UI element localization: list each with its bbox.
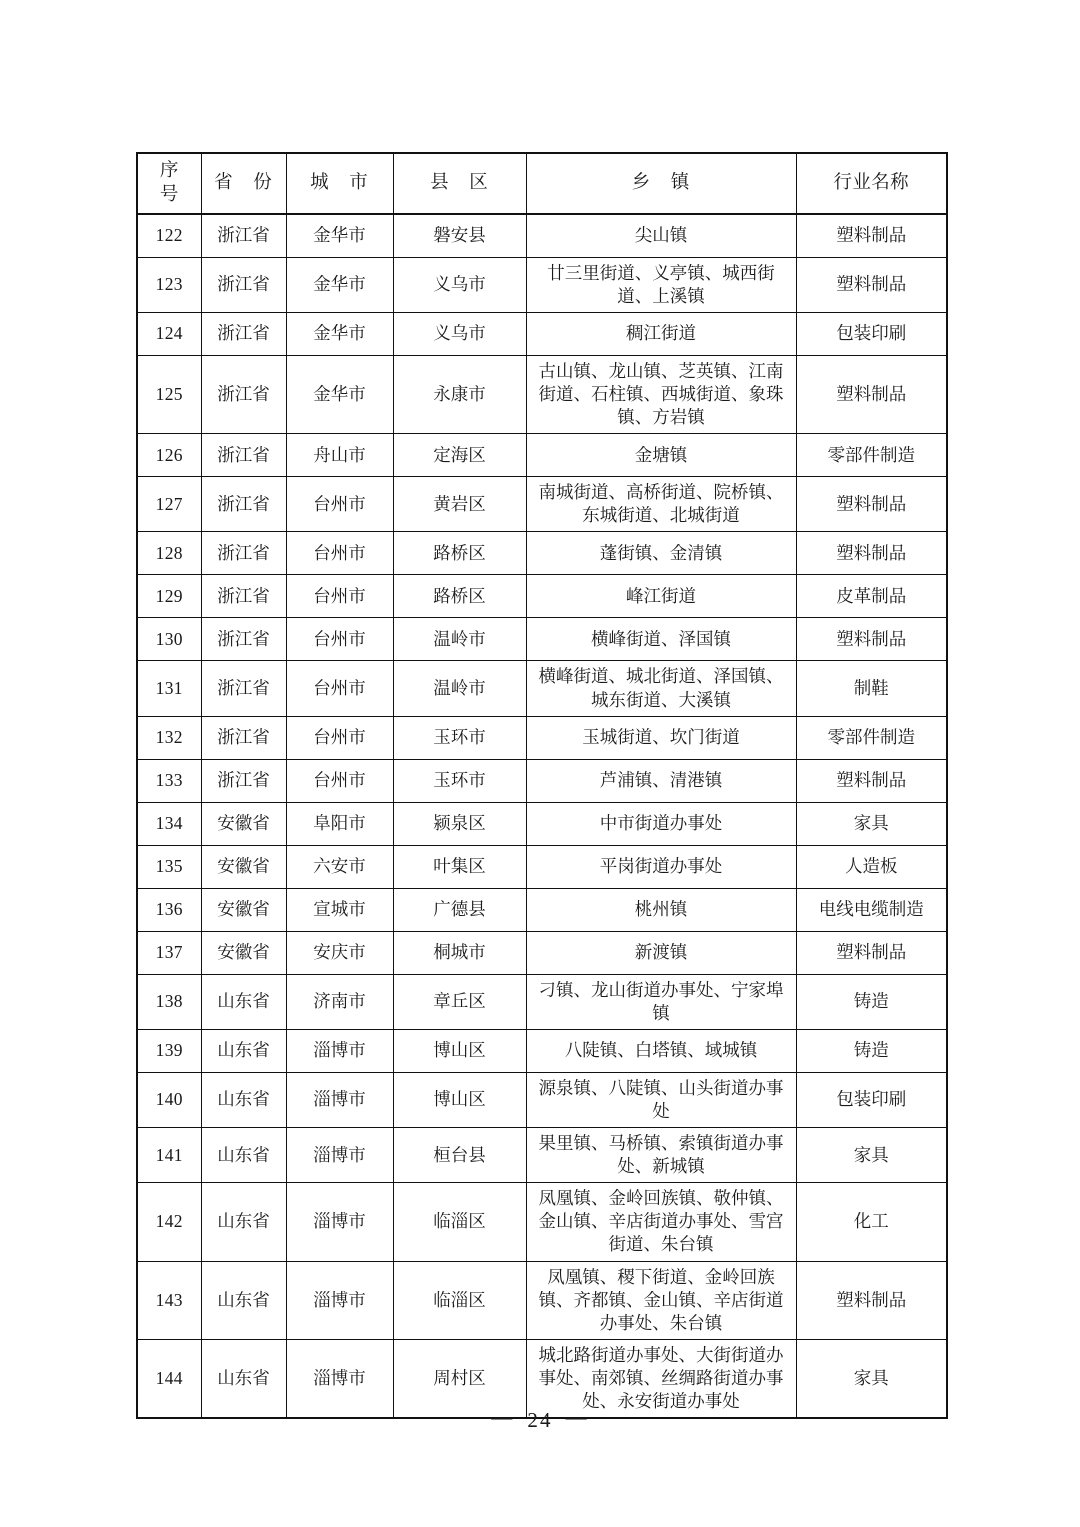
cell-industry: 包装印刷 (796, 313, 947, 356)
cell-county: 临淄区 (393, 1183, 526, 1261)
cell-industry: 包装印刷 (796, 1072, 947, 1127)
cell-province: 山东省 (201, 1072, 286, 1127)
cell-industry: 人造板 (796, 845, 947, 888)
cell-province: 浙江省 (201, 575, 286, 618)
cell-city: 六安市 (286, 845, 393, 888)
cell-province: 浙江省 (201, 716, 286, 759)
cell-industry: 制鞋 (796, 661, 947, 716)
column-header-city: 城 市 (286, 153, 393, 214)
cell-province: 山东省 (201, 1183, 286, 1261)
industry-listing-table (136, 152, 948, 1419)
cell-city: 台州市 (286, 575, 393, 618)
cell-town: 峰江街道 (526, 575, 796, 618)
cell-city: 金华市 (286, 214, 393, 258)
cell-town: 廿三里街道、义亭镇、城西街道、上溪镇 (526, 257, 796, 312)
cell-index: 137 (137, 931, 201, 974)
cell-county: 永康市 (393, 356, 526, 434)
cell-town: 源泉镇、八陡镇、山头街道办事处 (526, 1072, 796, 1127)
cell-province: 浙江省 (201, 356, 286, 434)
cell-province: 安徽省 (201, 888, 286, 931)
cell-index: 139 (137, 1029, 201, 1072)
cell-index: 131 (137, 661, 201, 716)
footer-dash-left: — (491, 1405, 515, 1429)
cell-town: 果里镇、马桥镇、索镇街道办事处、新城镇 (526, 1128, 796, 1183)
cell-city: 淄博市 (286, 1261, 393, 1339)
table-row (137, 356, 947, 434)
cell-city: 淄博市 (286, 1339, 393, 1418)
cell-county: 桓台县 (393, 1128, 526, 1183)
cell-county: 路桥区 (393, 532, 526, 575)
table-row (137, 931, 947, 974)
cell-town: 尖山镇 (526, 214, 796, 258)
cell-industry: 化工 (796, 1183, 947, 1261)
cell-county: 黄岩区 (393, 477, 526, 532)
cell-province: 安徽省 (201, 845, 286, 888)
cell-province: 山东省 (201, 1029, 286, 1072)
cell-index: 133 (137, 759, 201, 802)
cell-index: 125 (137, 356, 201, 434)
table-row (137, 1128, 947, 1183)
page-number: 24 (527, 1408, 553, 1432)
cell-index: 128 (137, 532, 201, 575)
cell-county: 章丘区 (393, 974, 526, 1029)
cell-city: 金华市 (286, 356, 393, 434)
footer-dash-right: — (565, 1405, 589, 1429)
cell-province: 山东省 (201, 974, 286, 1029)
cell-industry: 家具 (796, 1339, 947, 1418)
table-row (137, 214, 947, 258)
cell-industry: 塑料制品 (796, 532, 947, 575)
cell-index: 127 (137, 477, 201, 532)
cell-town: 金塘镇 (526, 434, 796, 477)
table-row (137, 1261, 947, 1339)
cell-town: 玉城街道、坎门街道 (526, 716, 796, 759)
cell-county: 温岭市 (393, 618, 526, 661)
cell-province: 浙江省 (201, 532, 286, 575)
cell-province: 浙江省 (201, 434, 286, 477)
cell-industry: 电线电缆制造 (796, 888, 947, 931)
cell-index: 144 (137, 1339, 201, 1418)
cell-city: 淄博市 (286, 1072, 393, 1127)
table-body (137, 214, 947, 1418)
cell-industry: 塑料制品 (796, 477, 947, 532)
table-row (137, 1029, 947, 1072)
cell-town: 八陡镇、白塔镇、域城镇 (526, 1029, 796, 1072)
cell-province: 浙江省 (201, 759, 286, 802)
column-header-county: 县 区 (393, 153, 526, 214)
cell-city: 济南市 (286, 974, 393, 1029)
column-header-industry: 行业名称 (796, 153, 947, 214)
cell-county: 博山区 (393, 1072, 526, 1127)
cell-town: 横峰街道、城北街道、泽国镇、城东街道、大溪镇 (526, 661, 796, 716)
cell-city: 台州市 (286, 532, 393, 575)
table-row (137, 1072, 947, 1127)
cell-index: 141 (137, 1128, 201, 1183)
cell-province: 浙江省 (201, 257, 286, 312)
cell-industry: 铸造 (796, 1029, 947, 1072)
cell-town: 芦浦镇、清港镇 (526, 759, 796, 802)
table-row (137, 434, 947, 477)
cell-town: 凤凰镇、稷下街道、金岭回族镇、齐都镇、金山镇、辛店街道办事处、朱台镇 (526, 1261, 796, 1339)
table-row (137, 845, 947, 888)
cell-province: 浙江省 (201, 313, 286, 356)
cell-county: 广德县 (393, 888, 526, 931)
cell-index: 122 (137, 214, 201, 258)
cell-industry: 铸造 (796, 974, 947, 1029)
cell-county: 磐安县 (393, 214, 526, 258)
cell-town: 南城街道、高桥街道、院桥镇、东城街道、北城街道 (526, 477, 796, 532)
cell-industry: 零部件制造 (796, 716, 947, 759)
table-row (137, 618, 947, 661)
cell-county: 义乌市 (393, 313, 526, 356)
cell-county: 临淄区 (393, 1261, 526, 1339)
cell-province: 山东省 (201, 1128, 286, 1183)
table-row (137, 1183, 947, 1261)
cell-city: 台州市 (286, 716, 393, 759)
table-row (137, 575, 947, 618)
cell-index: 136 (137, 888, 201, 931)
cell-industry: 塑料制品 (796, 931, 947, 974)
cell-town: 古山镇、龙山镇、芝英镇、江南街道、石柱镇、西城街道、象珠镇、方岩镇 (526, 356, 796, 434)
table-row (137, 802, 947, 845)
cell-province: 浙江省 (201, 618, 286, 661)
cell-province: 浙江省 (201, 661, 286, 716)
cell-index: 124 (137, 313, 201, 356)
cell-town: 稠江街道 (526, 313, 796, 356)
cell-province: 山东省 (201, 1339, 286, 1418)
cell-index: 130 (137, 618, 201, 661)
cell-industry: 塑料制品 (796, 214, 947, 258)
cell-province: 浙江省 (201, 477, 286, 532)
table-row (137, 477, 947, 532)
cell-town: 凤凰镇、金岭回族镇、敬仲镇、金山镇、辛店街道办事处、雪宫街道、朱台镇 (526, 1183, 796, 1261)
industry-listing-table-container (136, 152, 946, 1419)
cell-town: 蓬街镇、金清镇 (526, 532, 796, 575)
cell-town: 新渡镇 (526, 931, 796, 974)
cell-town: 中市街道办事处 (526, 802, 796, 845)
cell-city: 宣城市 (286, 888, 393, 931)
cell-county: 周村区 (393, 1339, 526, 1418)
cell-county: 玉环市 (393, 759, 526, 802)
cell-index: 123 (137, 257, 201, 312)
cell-county: 玉环市 (393, 716, 526, 759)
cell-index: 138 (137, 974, 201, 1029)
cell-town: 桃州镇 (526, 888, 796, 931)
table-row (137, 888, 947, 931)
table-row (137, 716, 947, 759)
table-row (137, 1339, 947, 1418)
cell-county: 定海区 (393, 434, 526, 477)
cell-province: 浙江省 (201, 214, 286, 258)
cell-county: 义乌市 (393, 257, 526, 312)
cell-city: 台州市 (286, 618, 393, 661)
cell-industry: 塑料制品 (796, 356, 947, 434)
cell-city: 安庆市 (286, 931, 393, 974)
cell-city: 阜阳市 (286, 802, 393, 845)
cell-town: 横峰街道、泽国镇 (526, 618, 796, 661)
cell-index: 142 (137, 1183, 201, 1261)
column-header-province: 省 份 (201, 153, 286, 214)
cell-index: 132 (137, 716, 201, 759)
cell-town: 刁镇、龙山街道办事处、宁家埠镇 (526, 974, 796, 1029)
cell-county: 叶集区 (393, 845, 526, 888)
cell-city: 淄博市 (286, 1183, 393, 1261)
cell-index: 126 (137, 434, 201, 477)
cell-city: 台州市 (286, 477, 393, 532)
cell-index: 140 (137, 1072, 201, 1127)
table-row (137, 313, 947, 356)
table-row (137, 661, 947, 716)
cell-province: 山东省 (201, 1261, 286, 1339)
table-row (137, 974, 947, 1029)
cell-city: 金华市 (286, 257, 393, 312)
column-header-index: 序 号 (137, 153, 201, 214)
cell-county: 路桥区 (393, 575, 526, 618)
cell-city: 淄博市 (286, 1128, 393, 1183)
table-row (137, 532, 947, 575)
cell-province: 安徽省 (201, 802, 286, 845)
cell-industry: 塑料制品 (796, 257, 947, 312)
cell-town: 平岗街道办事处 (526, 845, 796, 888)
cell-index: 143 (137, 1261, 201, 1339)
cell-city: 台州市 (286, 661, 393, 716)
table-header-row (137, 153, 947, 214)
cell-industry: 家具 (796, 1128, 947, 1183)
table-row (137, 257, 947, 312)
cell-county: 博山区 (393, 1029, 526, 1072)
cell-industry: 家具 (796, 802, 947, 845)
cell-index: 129 (137, 575, 201, 618)
table-row (137, 759, 947, 802)
cell-industry: 皮革制品 (796, 575, 947, 618)
cell-index: 135 (137, 845, 201, 888)
cell-city: 台州市 (286, 759, 393, 802)
cell-index: 134 (137, 802, 201, 845)
cell-town: 城北路街道办事处、大街街道办事处、南郊镇、丝绸路街道办事处、永安街道办事处 (526, 1339, 796, 1418)
cell-county: 颍泉区 (393, 802, 526, 845)
table-header (137, 153, 947, 214)
cell-industry: 塑料制品 (796, 1261, 947, 1339)
cell-city: 金华市 (286, 313, 393, 356)
cell-city: 舟山市 (286, 434, 393, 477)
cell-industry: 零部件制造 (796, 434, 947, 477)
cell-county: 温岭市 (393, 661, 526, 716)
cell-industry: 塑料制品 (796, 759, 947, 802)
cell-industry: 塑料制品 (796, 618, 947, 661)
cell-province: 安徽省 (201, 931, 286, 974)
column-header-town: 乡 镇 (526, 153, 796, 214)
cell-city: 淄博市 (286, 1029, 393, 1072)
page-footer (0, 1405, 1080, 1433)
cell-county: 桐城市 (393, 931, 526, 974)
